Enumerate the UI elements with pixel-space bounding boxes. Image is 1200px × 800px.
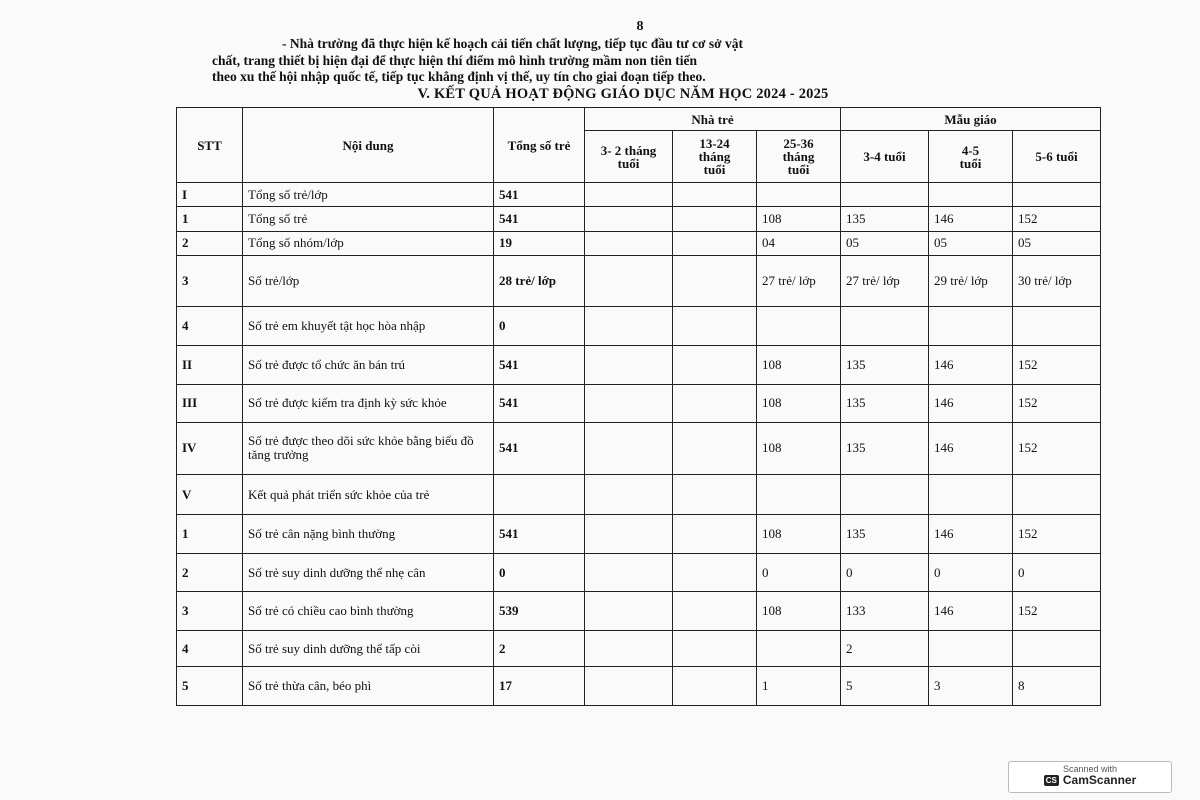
header-noi-dung: Nội dung (243, 108, 494, 183)
header-age-5-6: 5-6 tuổi (1013, 131, 1101, 183)
section-title: V. KẾT QUẢ HOẠT ĐỘNG GIÁO DỤC NĂM HỌC 2024 - 2025 (417, 86, 829, 102)
cell-age-13-24 (673, 346, 757, 385)
cell-age-3-12 (585, 630, 673, 666)
cell-noi-dung: Số trẻ được theo dõi sức khỏe bằng biểu đồ tăng trưởng (243, 423, 494, 475)
cell-age-13-24 (673, 667, 757, 706)
cell-tong-so-tre: 28 trẻ/ lớp (494, 255, 585, 306)
header-tong-so-tre: Tổng số trẻ (494, 108, 585, 183)
cell-tong-so-tre: 541 (494, 183, 585, 207)
table-row (177, 423, 1101, 475)
page-number: 8 (636, 19, 644, 34)
cell-age-25-36 (757, 183, 841, 207)
cell-age-4-5: 146 (929, 515, 1013, 554)
cell-age-5-6: 152 (1013, 346, 1101, 385)
cell-age-3-4: 135 (841, 384, 929, 423)
cell-tong-so-tre: 539 (494, 592, 585, 631)
header-mau-giao: Mẫu giáo (841, 108, 1101, 131)
scanner-name: CamScanner (1062, 773, 1137, 787)
cell-stt: II (177, 346, 243, 385)
cell-age-3-12 (585, 553, 673, 592)
scanner-brand (1009, 773, 1171, 787)
cell-age-5-6: 30 trẻ/ lớp (1013, 255, 1101, 306)
cell-age-4-5: 146 (929, 384, 1013, 423)
cell-stt: 4 (177, 306, 243, 346)
table-row (177, 667, 1101, 706)
cell-noi-dung: Số trẻ cân nặng bình thường (243, 515, 494, 554)
cell-stt: 3 (177, 255, 243, 306)
cell-age-25-36: 0 (757, 553, 841, 592)
cell-age-13-24 (673, 630, 757, 666)
header-age-13-24: 13-24 tháng tuổi (673, 131, 757, 183)
cell-age-3-12 (585, 255, 673, 306)
cell-age-3-12 (585, 474, 673, 515)
cell-tong-so-tre: 0 (494, 306, 585, 346)
cell-noi-dung: Số trẻ suy dinh dưỡng thể tấp còi (243, 630, 494, 666)
cell-age-5-6: 152 (1013, 592, 1101, 631)
cell-age-4-5 (929, 474, 1013, 515)
cell-noi-dung: Số trẻ có chiều cao bình thường (243, 592, 494, 631)
cell-age-4-5 (929, 306, 1013, 346)
cell-age-4-5 (929, 630, 1013, 666)
table-row (177, 515, 1101, 554)
cell-age-3-4: 2 (841, 630, 929, 666)
cell-stt: 2 (177, 231, 243, 255)
cell-age-4-5: 3 (929, 667, 1013, 706)
table-row (177, 231, 1101, 255)
header-age-3-12: 3- 2 tháng tuổi (585, 131, 673, 183)
cell-age-25-36: 108 (757, 384, 841, 423)
camscanner-watermark (1008, 761, 1172, 793)
cell-noi-dung: Số trẻ được kiểm tra định kỳ sức khỏe (243, 384, 494, 423)
cell-noi-dung: Số trẻ em khuyết tật học hòa nhập (243, 306, 494, 346)
cell-age-3-4: 27 trẻ/ lớp (841, 255, 929, 306)
cell-age-4-5: 0 (929, 553, 1013, 592)
cell-age-5-6: 152 (1013, 384, 1101, 423)
cell-age-25-36: 27 trẻ/ lớp (757, 255, 841, 306)
cell-noi-dung: Tổng số trẻ (243, 207, 494, 231)
cell-age-3-12 (585, 667, 673, 706)
cell-tong-so-tre: 17 (494, 667, 585, 706)
cell-noi-dung: Số trẻ/lớp (243, 255, 494, 306)
cell-age-3-4: 0 (841, 553, 929, 592)
cell-age-25-36: 108 (757, 346, 841, 385)
cell-age-25-36: 108 (757, 207, 841, 231)
cell-noi-dung: Kết quả phát triển sức khỏe của trẻ (243, 474, 494, 515)
table-row (177, 255, 1101, 306)
cell-age-4-5: 29 trẻ/ lớp (929, 255, 1013, 306)
cell-age-3-12 (585, 384, 673, 423)
table-row (177, 183, 1101, 207)
cell-age-3-4: 135 (841, 207, 929, 231)
cell-tong-so-tre: 0 (494, 553, 585, 592)
cell-age-25-36: 108 (757, 592, 841, 631)
cell-tong-so-tre: 541 (494, 384, 585, 423)
table-row (177, 630, 1101, 666)
cell-age-25-36: 1 (757, 667, 841, 706)
cell-age-4-5: 146 (929, 423, 1013, 475)
cell-stt: I (177, 183, 243, 207)
cell-age-5-6: 05 (1013, 231, 1101, 255)
intro-paragraph (212, 36, 1070, 86)
cell-age-4-5: 146 (929, 207, 1013, 231)
cell-age-3-12 (585, 423, 673, 475)
cell-age-3-4: 135 (841, 423, 929, 475)
cell-age-5-6: 152 (1013, 207, 1101, 231)
cell-age-13-24 (673, 183, 757, 207)
cell-age-13-24 (673, 207, 757, 231)
cell-age-13-24 (673, 515, 757, 554)
cell-tong-so-tre (494, 474, 585, 515)
cell-age-3-12 (585, 207, 673, 231)
scanner-caption: Scanned with (1062, 764, 1118, 774)
cell-age-4-5: 146 (929, 346, 1013, 385)
cell-age-3-12 (585, 231, 673, 255)
cell-age-3-12 (585, 515, 673, 554)
cell-age-5-6 (1013, 183, 1101, 207)
header-stt: STT (177, 108, 243, 183)
cell-noi-dung: Số trẻ suy dinh dưỡng thể nhẹ cân (243, 553, 494, 592)
cell-age-25-36 (757, 630, 841, 666)
cell-tong-so-tre: 2 (494, 630, 585, 666)
cell-stt: 5 (177, 667, 243, 706)
table-row (177, 592, 1101, 631)
cell-age-5-6 (1013, 306, 1101, 346)
cell-age-3-12 (585, 183, 673, 207)
cell-age-13-24 (673, 231, 757, 255)
cell-age-5-6: 8 (1013, 667, 1101, 706)
cell-age-3-12 (585, 346, 673, 385)
cell-age-25-36 (757, 474, 841, 515)
cell-age-4-5: 146 (929, 592, 1013, 631)
cell-age-3-4: 133 (841, 592, 929, 631)
cell-age-3-4: 5 (841, 667, 929, 706)
table-row (177, 207, 1101, 231)
cell-age-25-36: 108 (757, 515, 841, 554)
cell-noi-dung: Số trẻ được tổ chức ăn bán trú (243, 346, 494, 385)
table-row (177, 384, 1101, 423)
cell-tong-so-tre: 541 (494, 423, 585, 475)
cell-age-13-24 (673, 384, 757, 423)
table-row (177, 346, 1101, 385)
cell-tong-so-tre: 19 (494, 231, 585, 255)
cell-age-5-6 (1013, 474, 1101, 515)
cell-age-13-24 (673, 553, 757, 592)
intro-line: - Nhà trường đã thực hiện kế hoạch cải tiến chất lượng, tiếp tục đầu tư cơ sở vật (282, 36, 743, 51)
cell-age-5-6: 0 (1013, 553, 1101, 592)
cell-age-5-6 (1013, 630, 1101, 666)
cell-age-13-24 (673, 474, 757, 515)
cell-age-3-4: 135 (841, 346, 929, 385)
header-age-25-36: 25-36 tháng tuổi (757, 131, 841, 183)
cell-age-3-4 (841, 183, 929, 207)
cell-age-5-6: 152 (1013, 515, 1101, 554)
cell-age-4-5: 05 (929, 231, 1013, 255)
cell-stt: 4 (177, 630, 243, 666)
cell-stt: V (177, 474, 243, 515)
cell-age-25-36: 108 (757, 423, 841, 475)
cell-noi-dung: Tổng số trẻ/lớp (243, 183, 494, 207)
cell-stt: 3 (177, 592, 243, 631)
cell-age-5-6: 152 (1013, 423, 1101, 475)
cell-age-3-12 (585, 306, 673, 346)
cell-age-3-4: 05 (841, 231, 929, 255)
results-table (176, 107, 1101, 706)
intro-line: theo xu thế hội nhập quốc tế, tiếp tục khẳng định vị thế, uy tín cho giai đoạn tiếp theo. (212, 69, 706, 84)
cell-stt: III (177, 384, 243, 423)
header-age-4-5: 4-5 tuổi (929, 131, 1013, 183)
table-header-row (177, 108, 1101, 131)
cell-stt: IV (177, 423, 243, 475)
cell-age-3-4: 135 (841, 515, 929, 554)
cell-noi-dung: Số trẻ thừa cân, béo phì (243, 667, 494, 706)
cell-age-13-24 (673, 255, 757, 306)
header-nha-tre: Nhà trẻ (585, 108, 841, 131)
cell-age-3-12 (585, 592, 673, 631)
cell-age-13-24 (673, 306, 757, 346)
cell-age-3-4 (841, 474, 929, 515)
cell-age-4-5 (929, 183, 1013, 207)
cell-age-13-24 (673, 592, 757, 631)
cell-stt: 1 (177, 515, 243, 554)
cell-tong-so-tre: 541 (494, 207, 585, 231)
cell-noi-dung: Tổng số nhóm/lớp (243, 231, 494, 255)
header-age-3-4: 3-4 tuổi (841, 131, 929, 183)
table-row (177, 306, 1101, 346)
cell-age-13-24 (673, 423, 757, 475)
cell-age-25-36: 04 (757, 231, 841, 255)
table-row (177, 553, 1101, 592)
cell-stt: 2 (177, 553, 243, 592)
cell-tong-so-tre: 541 (494, 515, 585, 554)
cell-tong-so-tre: 541 (494, 346, 585, 385)
table-row (177, 474, 1101, 515)
intro-line: chất, trang thiết bị hiện đại để thực hiện thí điểm mô hình trường mầm non tiên tiến (212, 52, 697, 68)
camscanner-logo-icon: CS (1045, 775, 1057, 785)
cell-stt: 1 (177, 207, 243, 231)
cell-age-25-36 (757, 306, 841, 346)
cell-age-3-4 (841, 306, 929, 346)
